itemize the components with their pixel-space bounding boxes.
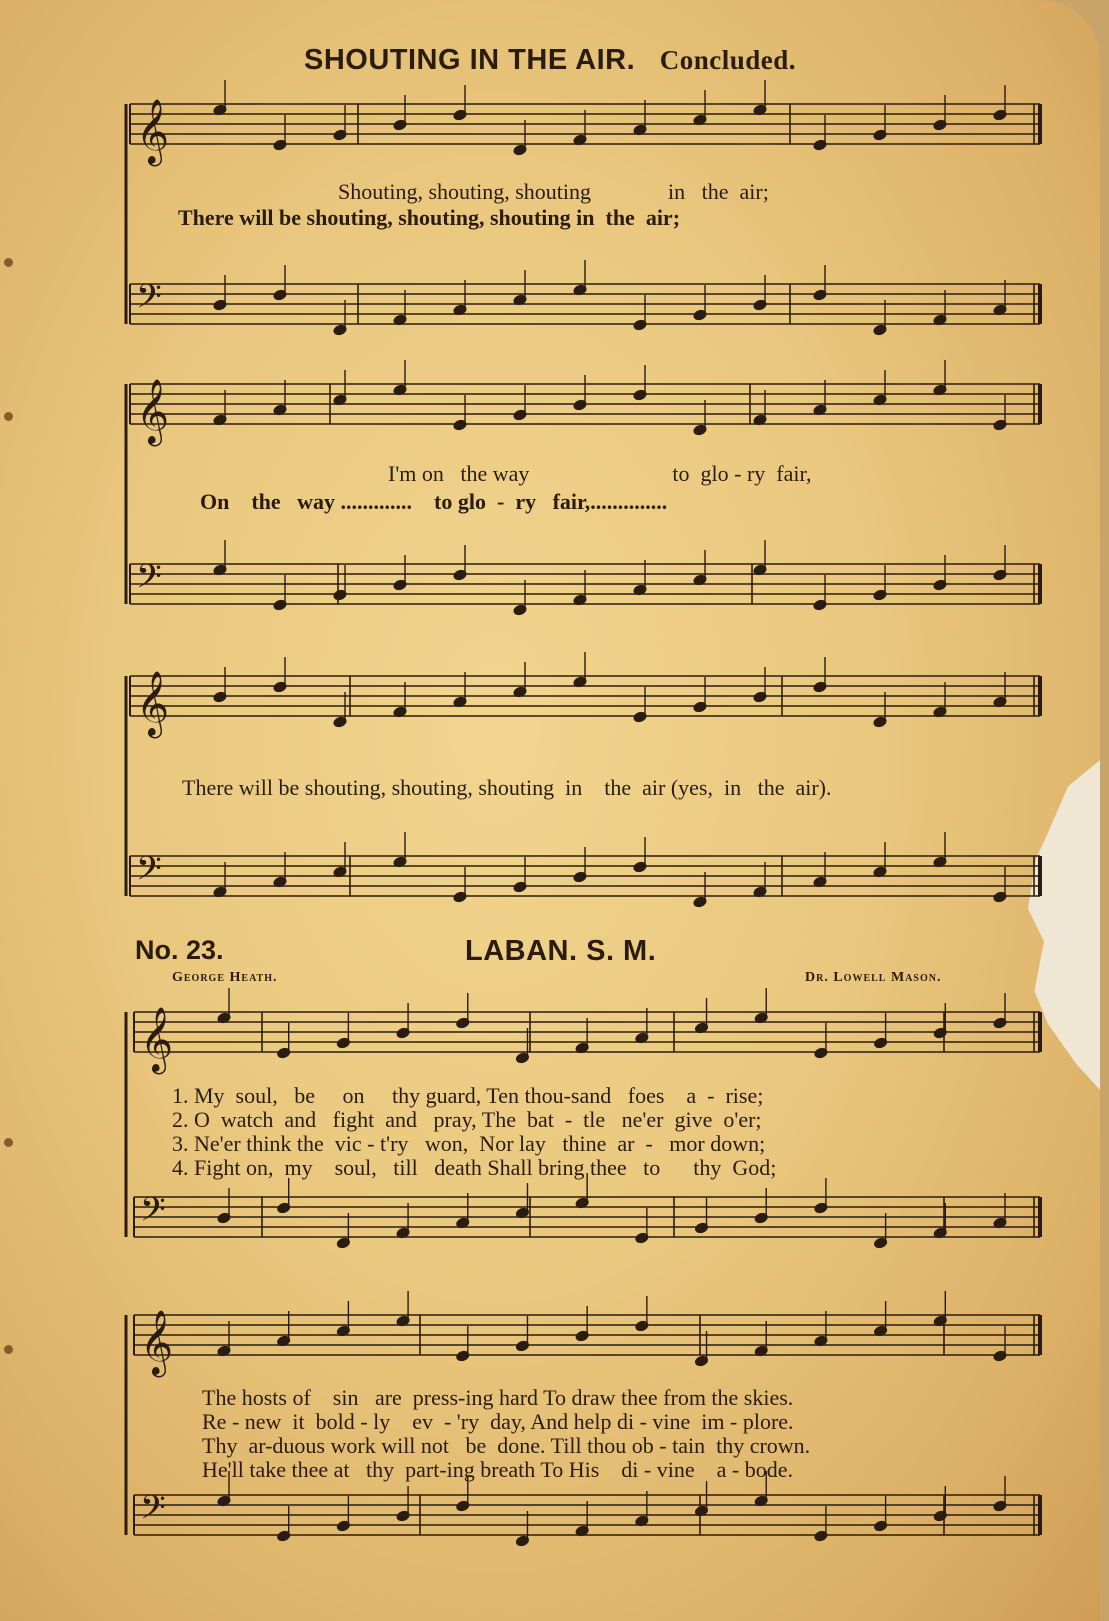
lyric-line: There will be shouting, shouting, shouting in the air (yes, in the air).	[182, 775, 832, 800]
verse-line-3b: Thy ar-duous work will not be done. Till thou ob - tain thy crown.	[202, 1433, 811, 1458]
treble-clef-icon: 𝄞	[136, 99, 170, 164]
treble-clef-icon: 𝄞	[136, 671, 170, 736]
composer-credit: Dr. Lowell Mason.	[805, 970, 942, 985]
verse-line-2: 2. O watch and fight and pray, The bat - tle ne'er give o'er;	[172, 1107, 762, 1132]
lyric-line: I'm on the way to glo - ry fair,	[388, 461, 812, 486]
treble-clef-icon: 𝄞	[140, 1310, 174, 1375]
hymn-number: No. 23.	[135, 935, 224, 965]
verse-line-2b: Re - new it bold - ly ev - 'ry day, And help di - vine im - plore.	[202, 1409, 794, 1434]
bass-clef-icon: 𝄢	[140, 1191, 166, 1237]
treble-clef-icon: 𝄞	[136, 379, 170, 444]
lyric-line: There will be shouting, shouting, shouting in the air;	[178, 205, 681, 230]
poet-credit: George Heath.	[172, 970, 278, 985]
verse-line-3: 3. Ne'er think the vic - t'ry won, Nor lay thine ar - mor down;	[172, 1131, 766, 1156]
treble-clef-icon: 𝄞	[140, 1007, 174, 1072]
verse-line-4: 4. Fight on, my soul, till death Shall bring thee to thy God;	[172, 1155, 777, 1180]
song-title: SHOUTING IN THE AIR.	[303, 44, 636, 76]
bass-clef-icon: 𝄢	[136, 278, 162, 324]
bass-clef-icon: 𝄢	[136, 850, 162, 896]
bass-clef-icon: 𝄢	[136, 558, 162, 604]
verse-line-4b: He'll take thee at thy part-ing breath To His di - vine a - bode.	[202, 1457, 793, 1482]
hymn-header	[135, 935, 1045, 975]
lyric-line: On the way ............. to glo - ry fair,..............	[200, 489, 668, 514]
title-suffix: Concluded.	[659, 45, 796, 75]
verse-line-1b: The hosts of sin are press-ing hard To draw thee from the skies.	[202, 1385, 794, 1410]
hymn-title: LABAN. S. M.	[465, 935, 657, 967]
bass-clef-icon: 𝄢	[140, 1489, 166, 1535]
lyric-line: Shouting, shouting, shouting in the air;	[338, 179, 769, 204]
verse-line-1: 1. My soul, be on thy guard, Ten thou-sand foes a - rise;	[172, 1083, 764, 1108]
